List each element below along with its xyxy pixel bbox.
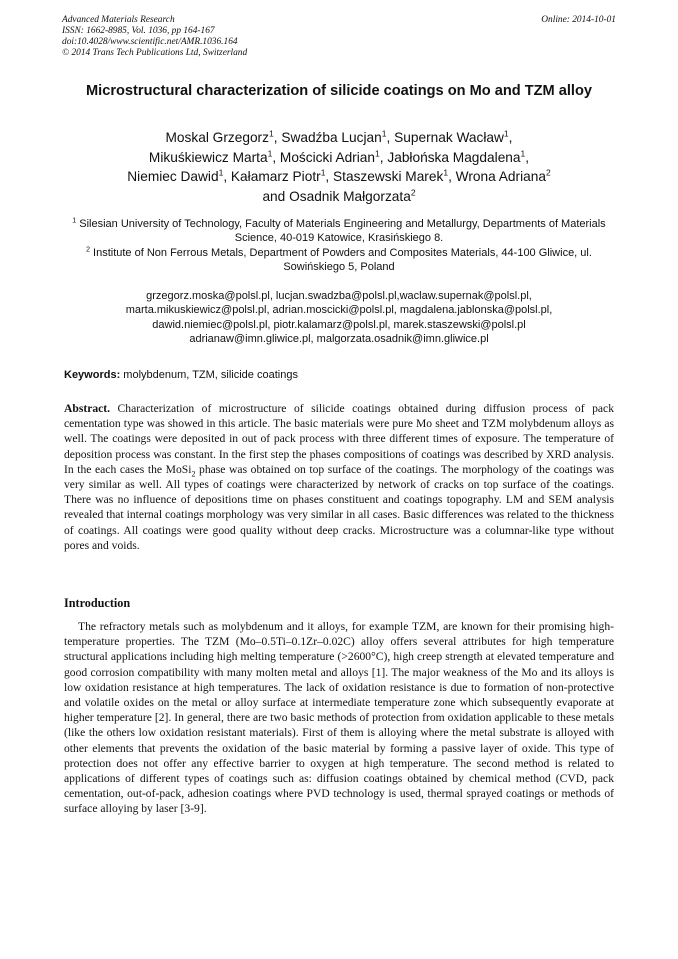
journal-header [62, 15, 616, 59]
keywords-text: molybdenum, TZM, silicide coatings [120, 369, 298, 381]
author-name: Staszewski Marek [333, 169, 444, 185]
author-affiliation-mark: 1 [218, 167, 224, 178]
email-line[interactable]: adrianaw@imn.gliwice.pl, malgorzata.osadnik@imn.gliwice.pl [189, 333, 489, 346]
email-line[interactable]: grzegorz.moska@polsl.pl, lucjan.swadzba@polsl.pl,waclaw.supernak@polsl.pl, [146, 290, 532, 302]
affiliation-text: Institute of Non Ferrous Metals, Department of Powders and Composites Materials, 44-100 Gliwice, ul. Sowińskiego 5, Poland [93, 246, 592, 274]
author-affiliation-mark: 1 [381, 128, 387, 139]
journal-name: Advanced Materials Research [62, 15, 175, 25]
abstract-subscript: 2 [191, 469, 196, 479]
author-affiliation-mark: 2 [545, 167, 551, 178]
author-name: Mikuśkiewicz Marta [148, 149, 268, 165]
journal-copyright: © 2014 Trans Tech Publications Ltd, Switzerland [62, 48, 248, 58]
author-name: Moskal Grzegorz [165, 130, 269, 145]
author-affiliation-mark: 1 [503, 128, 509, 139]
author-affiliation-mark: 1 [320, 167, 326, 178]
author-list: Moskal Grzegorz$^1$, Swadźba Lucjan$^1$, Supernak Wacław$^1$, Mikuśkiewicz Marta$^1$, Mościcki Adrian$^1$, Jabłońska Magdalena$^1$, Niemiec Dawid$^1$, Kałamarz Piotr$^1$, Staszewski Marek$^1$, Wrona Adriana$^2$ and Osadnik Małgorzata$^2$ [127, 128, 551, 204]
author-affiliation-mark: 1 [267, 148, 273, 159]
author-name: Wrona Adriana [455, 169, 546, 185]
journal-issn: ISSN: 1662-8985, Vol. 1036, pp 164-167 [62, 26, 215, 36]
keywords [64, 368, 614, 382]
author-affiliation-mark: 2 [410, 187, 416, 198]
email-line[interactable]: marta.mikuskiewicz@polsl.pl, adrian.moscicki@polsl.pl, magdalena.jablonska@polsl.pl, [125, 304, 553, 317]
keywords-label: Keywords: [64, 369, 121, 381]
online-date: Online: 2014-10-01 [541, 15, 616, 25]
author-affiliation-mark: 1 [520, 148, 526, 159]
affiliations [64, 217, 614, 275]
affiliation-text: Silesian University of Technology, Faculty of Materials Engineering and Metallurgy, Departments of Materials Science, 40-019 Katowice, Krasińskiego 8. [79, 218, 606, 245]
abstract-text-part2: phase was obtained on top surface of the coatings. The morphology of the coatings was very similar as well. All types of coatings were characterized by network of cracks on top surface of the coatings. There was no influence of depositions time on phases constituent and coatings topography. LM and SEM analysis revealed that internal coatings morphology was very similar in all cases. Basic differences was related to the thickness of coatings. All coatings were good quality without deep cracks. Microstructure was a columnar-like type without pores and voids. [64, 462, 614, 552]
paper-title: Microstructural characterization of silicide coatings on Mo and TZM alloy [86, 83, 592, 99]
author-affiliation-mark: 1 [443, 167, 449, 178]
authors-and: and [262, 188, 286, 204]
affiliation [64, 246, 614, 275]
author-name: Jabłońska Magdalena [387, 149, 521, 165]
affiliation [64, 217, 614, 246]
author-name: Niemiec Dawid [127, 169, 219, 185]
affiliation-number: 2 [86, 246, 90, 254]
author-emails [64, 289, 614, 347]
author-name: Kałamarz Piotr [230, 169, 321, 185]
author-affiliation-mark: 1 [268, 128, 274, 139]
email-line[interactable]: dawid.niemiec@polsl.pl, piotr.kalamarz@polsl.pl, marek.staszewski@polsl.pl [152, 318, 526, 331]
author-name: Mościcki Adrian [279, 149, 376, 165]
affiliation-number: 1 [72, 217, 77, 225]
introduction-heading: Introduction [64, 596, 131, 610]
abstract-text-part1: Characterization of microstructure of silicide coatings obtained during diffusion process of pack cementation type was showed in this article. The basic materials were pure Mo sheet and TZM molybdenum alloys as well. The coatings were deposited in out of pack process with three different times of exposure. The temperature of deposition process was constant. In the first step the phases compositions of coatings was described by XRD analysis. In the each cases the MoSi [64, 402, 614, 476]
author-name: Supernak Wacław [394, 130, 504, 145]
introduction-paragraph: The refractory metals such as molybdenum and it alloys, for example TZM, are known for their promising high-temperature properties. The TZM (Mo–0.5Ti–0.1Zr–0.02C) alloy offers several attributes for high temperature structural applications including high melting temperature (>2600°C), high creep strength at elevated temperature and good corrosion compatibility with many molten metal and alloys [1]. The major weakness of the Mo and its alloys is low oxidation resistance at high temperatures. The lack of oxidation resistance is due to formation of non-protective and volatile oxides on the metal or alloy surface at intermediate temperature zone which subsequently evaporate at higher temperature [2]. In general, there are two basic methods of protection from oxidation applicable to these metals (like the others low oxidation resistant materials). First of them is alloying where the metal substrate is alloyed with other elements that prevents the oxidation of the basic material by forming a passive layer of oxide. This type of protection does not offer any effective barrier to oxygen at high temperature. The second method is related to applications of different types of coatings such as: diffusion coatings obtained by chemical method (CVD, pack cementation, out-of-pack, adhesion coatings where PVD technology is used, thermal sprayed coatings or methods of surface alloying by laser [3-9]. [64, 620, 614, 816]
author-name: Swadźba Lucjan [281, 130, 382, 145]
journal-doi[interactable]: doi:10.4028/www.scientific.net/AMR.1036.164 [62, 37, 238, 47]
abstract [64, 401, 614, 553]
author-affiliation-mark: 1 [375, 148, 380, 159]
abstract-label: Abstract. [64, 402, 111, 415]
author-name: Osadnik Małgorzata [289, 188, 411, 204]
journal-info [62, 15, 616, 59]
